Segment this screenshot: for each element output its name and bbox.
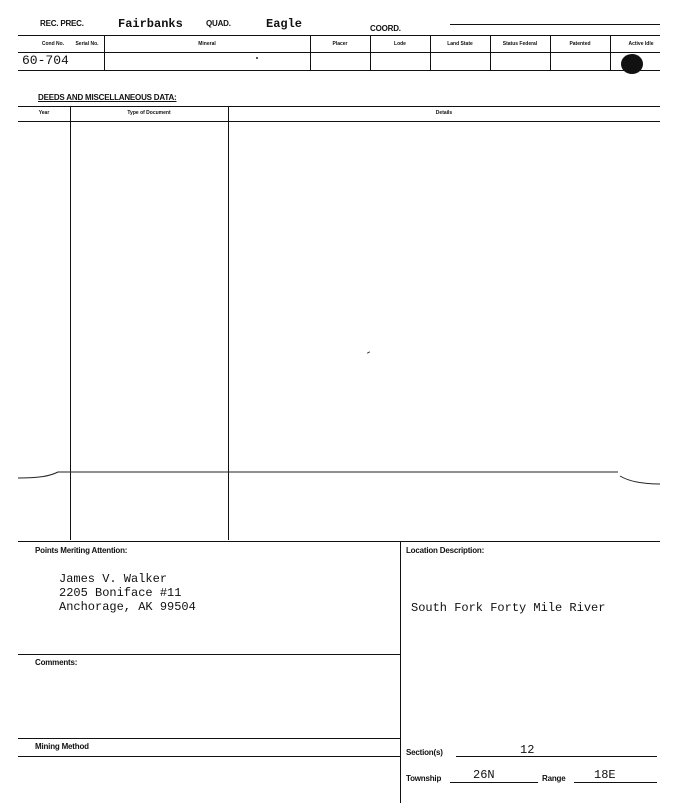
filled-circle-mark: [621, 54, 643, 74]
comments-top-line: [18, 654, 400, 655]
stray-mark: [256, 57, 258, 59]
col-head-land-state: Land State: [447, 40, 473, 47]
range-line: [574, 782, 657, 783]
section-value: 12: [520, 743, 535, 757]
section-line: [456, 756, 657, 757]
claim-col-divider: [610, 35, 611, 71]
claim-col-divider: [490, 35, 491, 71]
location-description-value: South Fork Forty Mile River: [411, 601, 606, 615]
township-value: 26N: [473, 768, 495, 782]
comments-label: Comments:: [35, 658, 78, 667]
col-head-cond-no: Cond No.: [41, 40, 65, 47]
claim-table-bottom-line: [18, 70, 660, 71]
col-head-mineral: Mineral: [198, 40, 216, 47]
quad-value: Eagle: [266, 17, 303, 31]
mining-method-label: Mining Method: [35, 742, 89, 751]
township-line: [450, 782, 538, 783]
mining-method-underline: [18, 756, 400, 757]
deeds-col-type: Type of Document: [127, 110, 171, 116]
mining-method-top-line: [18, 738, 400, 739]
coord-label: COORD.: [370, 24, 401, 33]
col-head-status-federal: Status Federal: [502, 40, 538, 47]
township-label: Township: [406, 774, 442, 783]
col-head-active-idle: Active Idle: [628, 40, 654, 47]
claim-col-divider: [430, 35, 431, 71]
claim-table-top-line: [18, 35, 660, 36]
location-description-label: Location Description:: [406, 546, 485, 555]
col-head-lode: Lode: [394, 40, 406, 47]
deeds-table-top-line: [18, 106, 660, 107]
col-head-placer: Placer: [332, 40, 348, 47]
claim-table-header-line: [18, 52, 660, 53]
points-line-3: Anchorage, AK 99504: [59, 600, 196, 614]
points-meriting-label: Points Meriting Attention:: [35, 546, 128, 555]
rec-prec-label: REC. PREC.: [40, 19, 84, 28]
curved-fold-line: [0, 464, 678, 488]
bottom-center-divider: [400, 541, 401, 803]
rec-prec-value: Fairbanks: [118, 17, 183, 31]
stray-mark: [367, 351, 370, 353]
cond-no-value: 60-704: [22, 53, 69, 68]
col-head-serial-no: Serial No.: [75, 40, 99, 47]
col-head-patented: Patented: [569, 40, 591, 47]
points-line-1: James V. Walker: [59, 572, 168, 586]
section-label: Section(s): [406, 748, 443, 757]
range-label: Range: [542, 774, 566, 783]
range-value: 18E: [594, 768, 616, 782]
points-line-2: 2205 Boniface #11: [59, 586, 182, 600]
deeds-col-year: Year: [38, 110, 50, 116]
coord-line: [450, 24, 660, 25]
bottom-section-top-line: [18, 541, 660, 542]
deeds-col-details: Details: [435, 110, 453, 116]
deeds-section-title: DEEDS AND MISCELLANEOUS DATA:: [38, 93, 177, 102]
deeds-table-header-line: [18, 121, 660, 122]
quad-label: QUAD.: [206, 19, 231, 28]
